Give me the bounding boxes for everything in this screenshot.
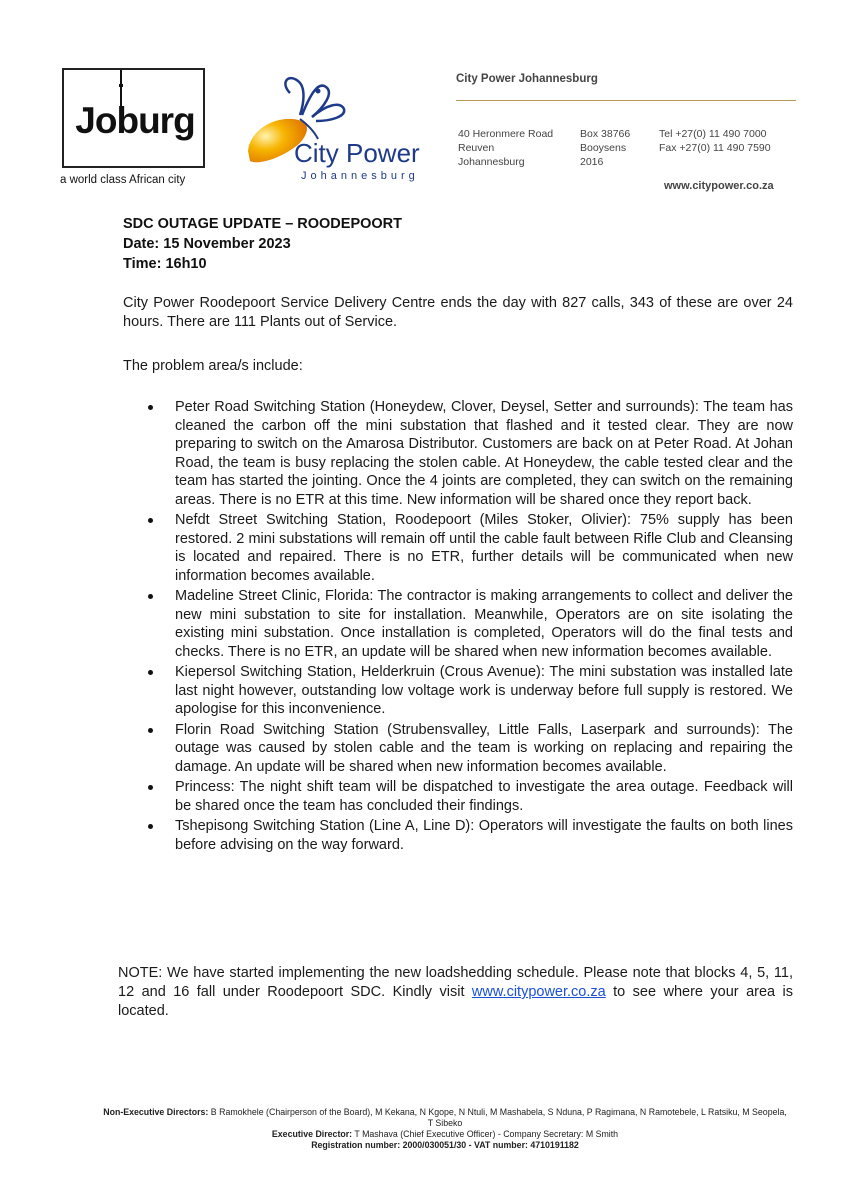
note-text-end: to see where your area is located. (118, 984, 794, 1019)
fax: Fax +27(0) 11 490 7590 (659, 142, 771, 154)
list-item-text: Florin Road Switching Station (Strubensvalley, Little Falls, Laserpark and surrounds): The outage was caused by stolen cable and the team is working on replacing and repairing the damage. An update will be shared when new information becomes available. (175, 721, 793, 775)
address-line: Reuven (458, 142, 495, 154)
bullet-icon (148, 728, 153, 733)
list-item (148, 663, 793, 719)
bullet-icon (148, 670, 153, 675)
bullet-icon (148, 824, 153, 829)
list-item (148, 511, 793, 585)
bullet-icon (148, 518, 153, 523)
address-line: Johannesburg (458, 156, 525, 168)
list-item-text: Nefdt Street Switching Station, Roodepoort (Miles Stoker, Olivier): 75% supply has been restored. 2 mini substations will remain off until the cable fault between Rifle Club and Cleansing is located and repaired. There is no ETR, further details will be communicated when new information becomes available. (175, 512, 793, 584)
problem-areas-intro: The problem area/s include: (123, 358, 303, 374)
bullet-icon (148, 594, 153, 599)
telephone: Tel +27(0) 11 490 7000 (659, 128, 767, 140)
note-paragraph (118, 964, 793, 1021)
list-item (148, 398, 793, 509)
footer-exec-name: T Mashava (Chief Executive Officer) - Company Secretary: M Smith (354, 1129, 619, 1139)
list-item-text: Peter Road Switching Station (Honeydew, Clover, Deysel, Setter and surrounds): The team has cleaned the carbon off the mini substation that flashed and it tested clear. They are now preparing to switch on the Amarosa Distributor. Customers are back on at Peter Road. At Johan Road, the team is busy replacing the stolen cable. At Honeydew, the cable tested clear and the team has started the jointing. Once the 4 joints are completed, they can switch on the remaining areas. There is no ETR at this time. New information will be shared once they report back. (175, 399, 793, 508)
document-heading (123, 214, 402, 274)
list-item-text: Princess: The night shift team will be dispatched to investigate the area outage. Feedback will be shared once the team has concluded their findings. (175, 779, 793, 814)
footer-exec-label: Executive Director: (271, 1129, 353, 1139)
city-power-logo-text: City Power (294, 138, 420, 168)
street-address (458, 127, 553, 169)
document-title: SDC OUTAGE UPDATE – ROODEPOORT (123, 216, 403, 232)
list-item (148, 817, 793, 854)
footer-exec-line (100, 1129, 790, 1140)
document-date: Date: 15 November 2023 (123, 236, 291, 252)
postal-line: Booysens (580, 142, 627, 154)
footer-registration-text: Registration number: 2000/030051/30 - VAT number: 4710191182 (311, 1140, 579, 1150)
postal-line: 2016 (580, 156, 604, 168)
intro-paragraph: City Power Roodepoort Service Delivery Centre ends the day with 827 calls, 343 of these are over 24 hours. There are 111 Plants out of Service. (123, 295, 793, 330)
address-line: 40 Heronmere Road (458, 128, 554, 140)
company-name: City Power Johannesburg (456, 73, 598, 85)
bullet-icon (148, 785, 153, 790)
list-item-text: Tshepisong Switching Station (Line A, Line D): Operators will investigate the faults on both lines before advising on the way forward. (175, 818, 793, 853)
list-item-text: Kiepersol Switching Station, Helderkruin (Crous Avenue): The mini substation was installed late last night however, outstanding low voltage work is underway before full supply is restored. We apologise for this inconvenience. (175, 664, 793, 717)
list-item (148, 721, 793, 777)
list-item (148, 587, 793, 661)
footer (100, 1107, 790, 1151)
joburg-tagline: a world class African city (60, 174, 186, 186)
city-power-logo-subtext: Johannesburg (301, 170, 419, 182)
postal-line: Box 38766 (580, 128, 631, 140)
list-item-text: Madeline Street Clinic, Florida: The contractor is making arrangements to collect and deliver the new mini substation to site for installation. Meanwhile, Operators are on site isolating the existing mini substation. Once installation is completed, Operators will do the final tests and checks. There is no ETR, an update will be shared when new information becomes available. (175, 588, 793, 660)
header-website: www.citypower.co.za (664, 180, 774, 192)
footer-ned-names: B Ramokhele (Chairperson of the Board), M Kekana, N Kgope, N Ntuli, M Mashabela, S Nduna, P Ragimana, N Ramotebele, L Ratsiku, M Seopela, T Sibeko (210, 1107, 787, 1128)
problem-area-list (148, 398, 793, 856)
document-time: Time: 16h10 (123, 256, 207, 272)
postal-address (580, 127, 630, 169)
footer-ned-label: Non-Executive Directors: (103, 1107, 209, 1117)
website-link[interactable]: www.citypower.co.za (471, 984, 606, 1000)
list-item (148, 778, 793, 815)
contact-numbers (659, 127, 771, 155)
bullet-icon (148, 405, 153, 410)
joburg-logo-text: Joburg (75, 100, 195, 141)
header-divider (456, 100, 796, 101)
note-text: NOTE: We have started implementing the new loadshedding schedule. Please note that blocks 4, 5, 11, 12 and 16 fall under Roodepoort SDC. Kindly visit (118, 965, 793, 1000)
footer-registration (100, 1140, 790, 1151)
footer-ned-line (100, 1107, 790, 1129)
